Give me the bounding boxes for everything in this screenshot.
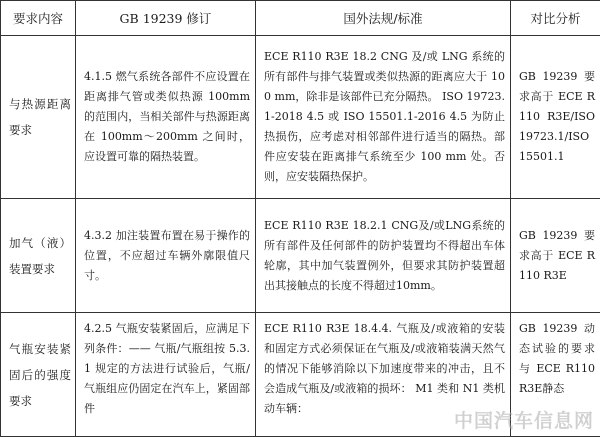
cell-requirement: 气瓶安装紧固后的强度要求 (1, 313, 76, 437)
header-requirement: 要求内容 (1, 1, 76, 36)
table-row (1, 313, 600, 437)
cell-analysis: GB 19239 动态试验的要求与 ECE R110 R3E静态 (511, 313, 600, 437)
cell-gb19239: 4.2.5 气瓶安装紧固后，应满足下列条件：—— 气瓶/气瓶组按 5.3.1 规定的方法进行试验后，气瓶/气瓶组应仍固定在汽车上，紧固部件 (76, 313, 256, 437)
header-analysis: 对比分析 (511, 1, 600, 36)
cell-gb19239: 4.3.2 加注装置布置在易于操作的位置，不应超过车辆外廓限值尺寸。 (76, 199, 256, 313)
header-foreign-standard: 国外法规/标准 (256, 1, 511, 36)
cell-foreign-standard: ECE R110 R3E 18.4.4. 气瓶及/或液箱的安装和固定方式必须保证在气瓶及/或液箱装满天然气的情况下能够消除以下加速度带来的冲击，且不会造成气瓶及/或液箱的损坏： M1 类和 N1 类机动车辆： (256, 313, 511, 437)
table-row (1, 36, 600, 199)
header-gb19239: GB 19239 修订 (76, 1, 256, 36)
cell-gb19239: 4.1.5 燃气系统各部件不应设置在距离排气管或类似热源 100mm 的范围内，当相关部件与热源距离在 100mm～200mm 之间时，应设置可靠的隔热装置。 (76, 36, 256, 199)
cell-requirement: 与热源距离要求 (1, 36, 76, 199)
cell-foreign-standard: ECE R110 R3E 18.2.1 CNG及/或LNG系统的所有部件及任何部件的防护装置均不得超出车体轮廓，其中加气装置例外，但要求其防护装置超出其接触点的长度不得超过10mm。 (256, 199, 511, 313)
table-header-row (1, 1, 600, 36)
table-row (1, 199, 600, 313)
cell-foreign-standard: ECE R110 R3E 18.2 CNG 及/或 LNG 系统的所有部件与排气装置或类似热源的距离应大于 100 mm，除非是该部件已充分隔热。 ISO 19723.1-2018 4.5 或 ISO 15501.1-2016 4.5 为防止热损伤，应考虑对相邻部件进行适当的隔热。部件应安装在距离排气系统至少 100 mm 处。否则，应安装隔热保护。 (256, 36, 511, 199)
cell-analysis: GB 19239 要求高于 ECE R110 R3E (511, 199, 600, 313)
cell-analysis: GB 19239 要求高于 ECE R110 R3E/ISO 19723.1/ISO 15501.1 (511, 36, 600, 199)
site-watermark: 中国汽车信息网 (453, 410, 594, 432)
cell-requirement: 加气（液）装置要求 (1, 199, 76, 313)
